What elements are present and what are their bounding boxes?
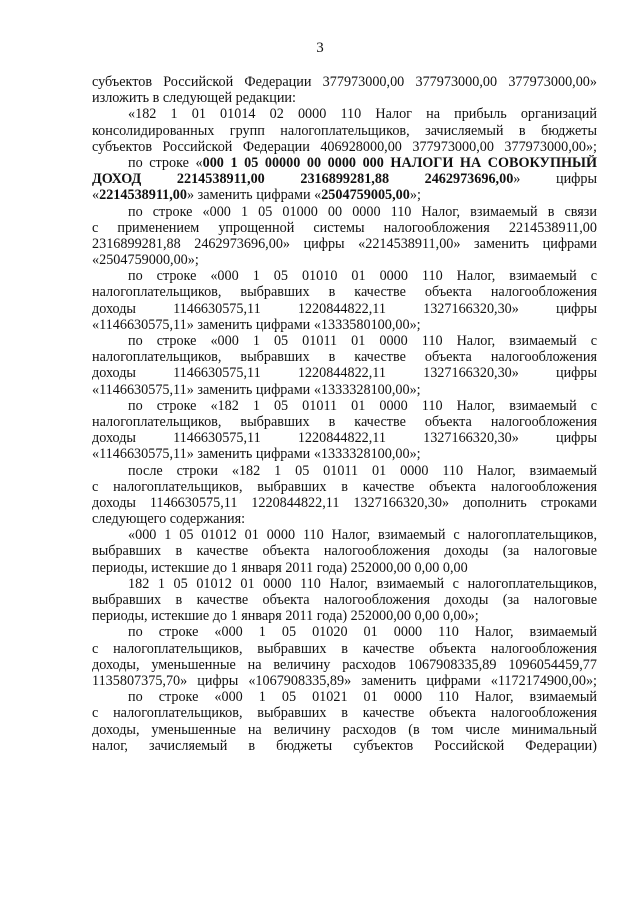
text-line: по строке «000 1 05 01021 01 0000 110 Налог, взимаемый: [128, 689, 597, 706]
text-line: периоды, истекшие до 1 января 2011 года) 252000,00 0,00 0,00»;: [92, 608, 479, 625]
text-line: с налогоплательщиков, выбравших в качестве объекта налогообложения: [92, 478, 597, 495]
text-line: выбравших в качестве объекта налогообложения доходы (за налоговые: [92, 592, 597, 608]
text-line: «1146630575,11» заменить цифрами «1333328100,00»;: [92, 446, 421, 463]
text-segment: по строке «: [128, 154, 203, 171]
bold-text-segment: 2504759005,00: [321, 187, 410, 204]
text-segment: » цифры: [513, 171, 597, 188]
text-segment: «: [92, 187, 100, 204]
text-line: с налогоплательщиков, выбравших в качестве объекта налогообложения: [92, 640, 597, 657]
text-line: 2316899281,88 2462973696,00» цифры «2214538911,00» заменить цифрами: [92, 235, 597, 252]
text-line: доходы 1146630575,11 1220844822,11 1327166320,30» дополнить строками: [92, 494, 597, 511]
text-segment: » заменить цифрами «: [186, 187, 322, 204]
text-line: по строке «000 1 05 01011 01 0000 110 Налог, взимаемый с: [128, 333, 597, 349]
text-line: [92, 171, 597, 187]
text-line: доходы, уменьшенные на величину расходов (в том числе минимальный: [92, 721, 597, 738]
text-line: субъектов Российской Федерации 377973000,00 377973000,00 377973000,00»: [92, 74, 597, 90]
text-line: 182 1 05 01012 01 0000 110 Налог, взимаемый с налогоплательщиков,: [128, 575, 597, 592]
text-line: с налогоплательщиков, выбравших в качестве объекта налогообложения: [92, 705, 597, 722]
text-line: выбравших в качестве объекта налогообложения доходы (за налоговые: [92, 543, 597, 560]
text-line: по строке «000 1 05 01010 01 0000 110 Налог, взимаемый с: [128, 268, 597, 285]
text-line: «1146630575,11» заменить цифрами «1333580100,00»;: [92, 316, 421, 333]
text-line: консолидированных групп налогоплательщиков, зачисляемый в бюджеты: [92, 122, 597, 139]
text-line: доходы 1146630575,11 1220844822,11 1327166320,30» цифры: [92, 430, 597, 447]
text-line: «1146630575,11» заменить цифрами «1333328100,00»;: [92, 381, 421, 398]
text-segment: »;: [409, 187, 421, 204]
text-line: доходы 1146630575,11 1220844822,11 1327166320,30» цифры: [92, 365, 597, 382]
page-number: 3: [316, 40, 324, 56]
text-line: по строке «000 1 05 01000 00 0000 110 Налог, взимаемый в связи: [128, 203, 597, 220]
document-body: [92, 74, 597, 754]
text-line: по строке «000 1 05 01020 01 0000 110 Налог, взимаемый: [128, 624, 597, 641]
text-line: периоды, истекшие до 1 января 2011 года) 252000,00 0,00 0,00: [92, 559, 468, 576]
text-line: «2504759000,00»;: [92, 252, 199, 269]
text-line: 1135807375,70» цифры «1067908335,89» заменить цифрами «1172174900,00»;: [92, 672, 597, 689]
text-line: «182 1 01 01014 02 0000 110 Налог на прибыль организаций: [128, 106, 597, 123]
text-line: субъектов Российской Федерации 406928000,00 377973000,00 377973000,00»;: [92, 138, 597, 155]
text-line: доходы, уменьшенные на величину расходов 1067908335,89 1096054459,77: [92, 656, 597, 673]
text-line: изложить в следующей редакции:: [92, 90, 296, 107]
text-line: по строке «182 1 05 01011 01 0000 110 Налог, взимаемый с: [128, 397, 597, 414]
text-line: следующего содержания:: [92, 511, 246, 528]
text-line: налогоплательщиков, выбравших в качестве объекта налогообложения: [92, 284, 597, 301]
text-line: «000 1 05 01012 01 0000 110 Налог, взимаемый с налогоплательщиков,: [128, 527, 597, 544]
bold-text-segment: 000 1 05 00000 00 0000 000 НАЛОГИ НА СОВОКУПНЫЙ: [202, 154, 597, 171]
text-line: доходы 1146630575,11 1220844822,11 1327166320,30» цифры: [92, 300, 597, 317]
text-line: налогоплательщиков, выбравших в качестве объекта налогообложения: [92, 349, 597, 366]
text-line: [92, 187, 597, 203]
text-line: налогоплательщиков, выбравших в качестве объекта налогообложения: [92, 413, 597, 430]
text-line: налог, зачисляемый в бюджеты субъектов Российской Федерации): [92, 737, 597, 754]
bold-text-segment: ДОХОД 2214538911,00 2316899281,88 2462973696,00: [92, 171, 514, 188]
bold-text-segment: 2214538911,00: [99, 187, 187, 204]
text-line: [92, 155, 597, 171]
text-line: с применением упрощенной системы налогообложения 2214538911,00: [92, 219, 597, 236]
text-line: после строки «182 1 05 01011 01 0000 110 Налог, взимаемый: [128, 462, 597, 479]
